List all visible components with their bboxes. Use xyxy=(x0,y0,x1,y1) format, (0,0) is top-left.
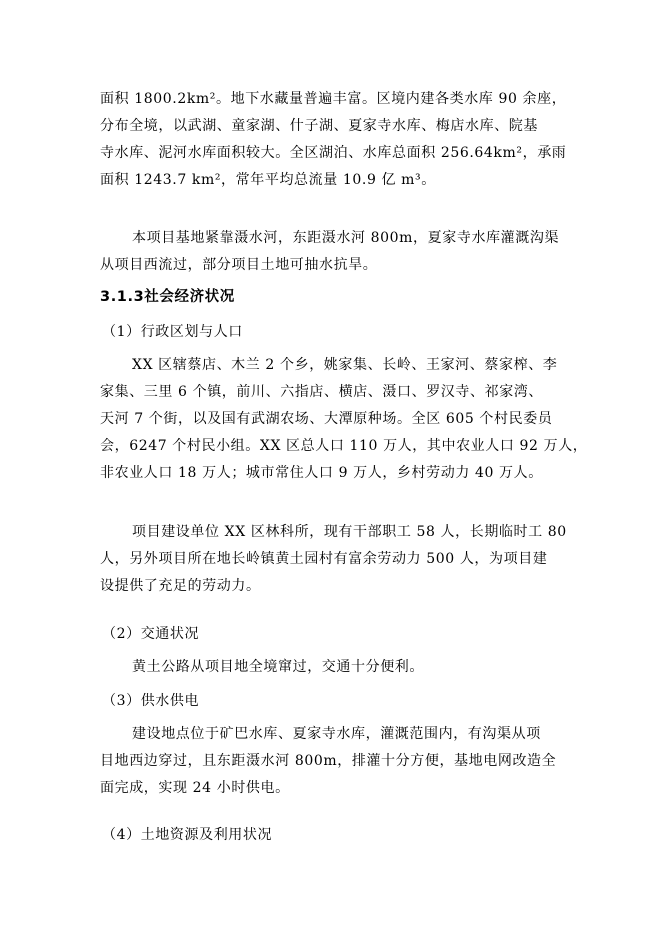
text-line: 面完成，实现 24 小时供电。 xyxy=(100,780,290,796)
paragraph-admin xyxy=(100,352,588,487)
text-line: 非农业人口 18 万人；城市常住人口 9 万人，乡村劳动力 40 万人。 xyxy=(100,465,543,481)
text-line: 人，另外项目所在地长岭镇黄土园村有富余劳动力 500 人，为项目建 xyxy=(100,551,548,567)
subheading-supply: （3）供水供电 xyxy=(102,693,200,709)
text-line: 会，6247 个村民小组。XX 区总人口 110 万人，其中农业人口 92 万人， xyxy=(100,438,588,454)
text-line: 天河 7 个街，以及国有武湖农场、大潭原种场。全区 605 个村民委员 xyxy=(100,411,553,427)
text-line: 面积 1800.2km²。地下水藏量普遍丰富。区境内建各类水库 90 余座， xyxy=(100,91,567,107)
paragraph-project-water xyxy=(100,225,580,279)
subheading-traffic: （2）交通状况 xyxy=(102,626,200,642)
paragraph-traffic xyxy=(100,654,580,681)
subheading-land: （4）土地资源及利用状况 xyxy=(102,827,273,843)
subheading-admin: （1）行政区划与人口 xyxy=(102,324,243,340)
text-line: 项目建设单位 XX 区林科所，现有干部职工 58 人，长期临时工 80 xyxy=(132,524,567,540)
text-line: 建设地点位于矿巴水库、夏家寺水库，灌溉范围内，有沟渠从项 xyxy=(132,726,541,742)
text-line: 家集、三里 6 个镇，前川、六指店、横店、滠口、罗汉寺、祁家湾、 xyxy=(100,384,544,400)
text-line: 从项目西流过，部分项目土地可抽水抗旱。 xyxy=(100,257,378,273)
text-line: 黄土公路从项目地全境窜过，交通十分便利。 xyxy=(132,659,424,675)
paragraph-supply xyxy=(100,721,580,802)
text-line: 分布全境，以武湖、童家湖、什子湖、夏家寺水库、梅店水库、院基 xyxy=(100,118,538,134)
text-line: 面积 1243.7 km²，常年平均总流量 10.9 亿 m³。 xyxy=(100,172,436,188)
text-line: 本项目基地紧靠滠水河，东距滠水河 800m，夏家寺水库灌溉沟渠 xyxy=(132,230,560,246)
section-title: 3.1.3社会经济状况 xyxy=(100,289,235,305)
text-line: 设提供了充足的劳动力。 xyxy=(100,578,261,594)
text-line: 目地西边穿过，且东距滠水河 800m，排灌十分方便，基地电网改造全 xyxy=(100,753,557,769)
text-line: XX 区辖蔡店、木兰 2 个乡，姚家集、长岭、王家河、蔡家榨、李 xyxy=(132,357,558,373)
paragraph-labor xyxy=(100,519,580,600)
paragraph-water-resources xyxy=(100,86,580,194)
text-line: 寺水库、泥河水库面积较大。全区湖泊、水库总面积 256.64km²，承雨 xyxy=(100,145,567,161)
